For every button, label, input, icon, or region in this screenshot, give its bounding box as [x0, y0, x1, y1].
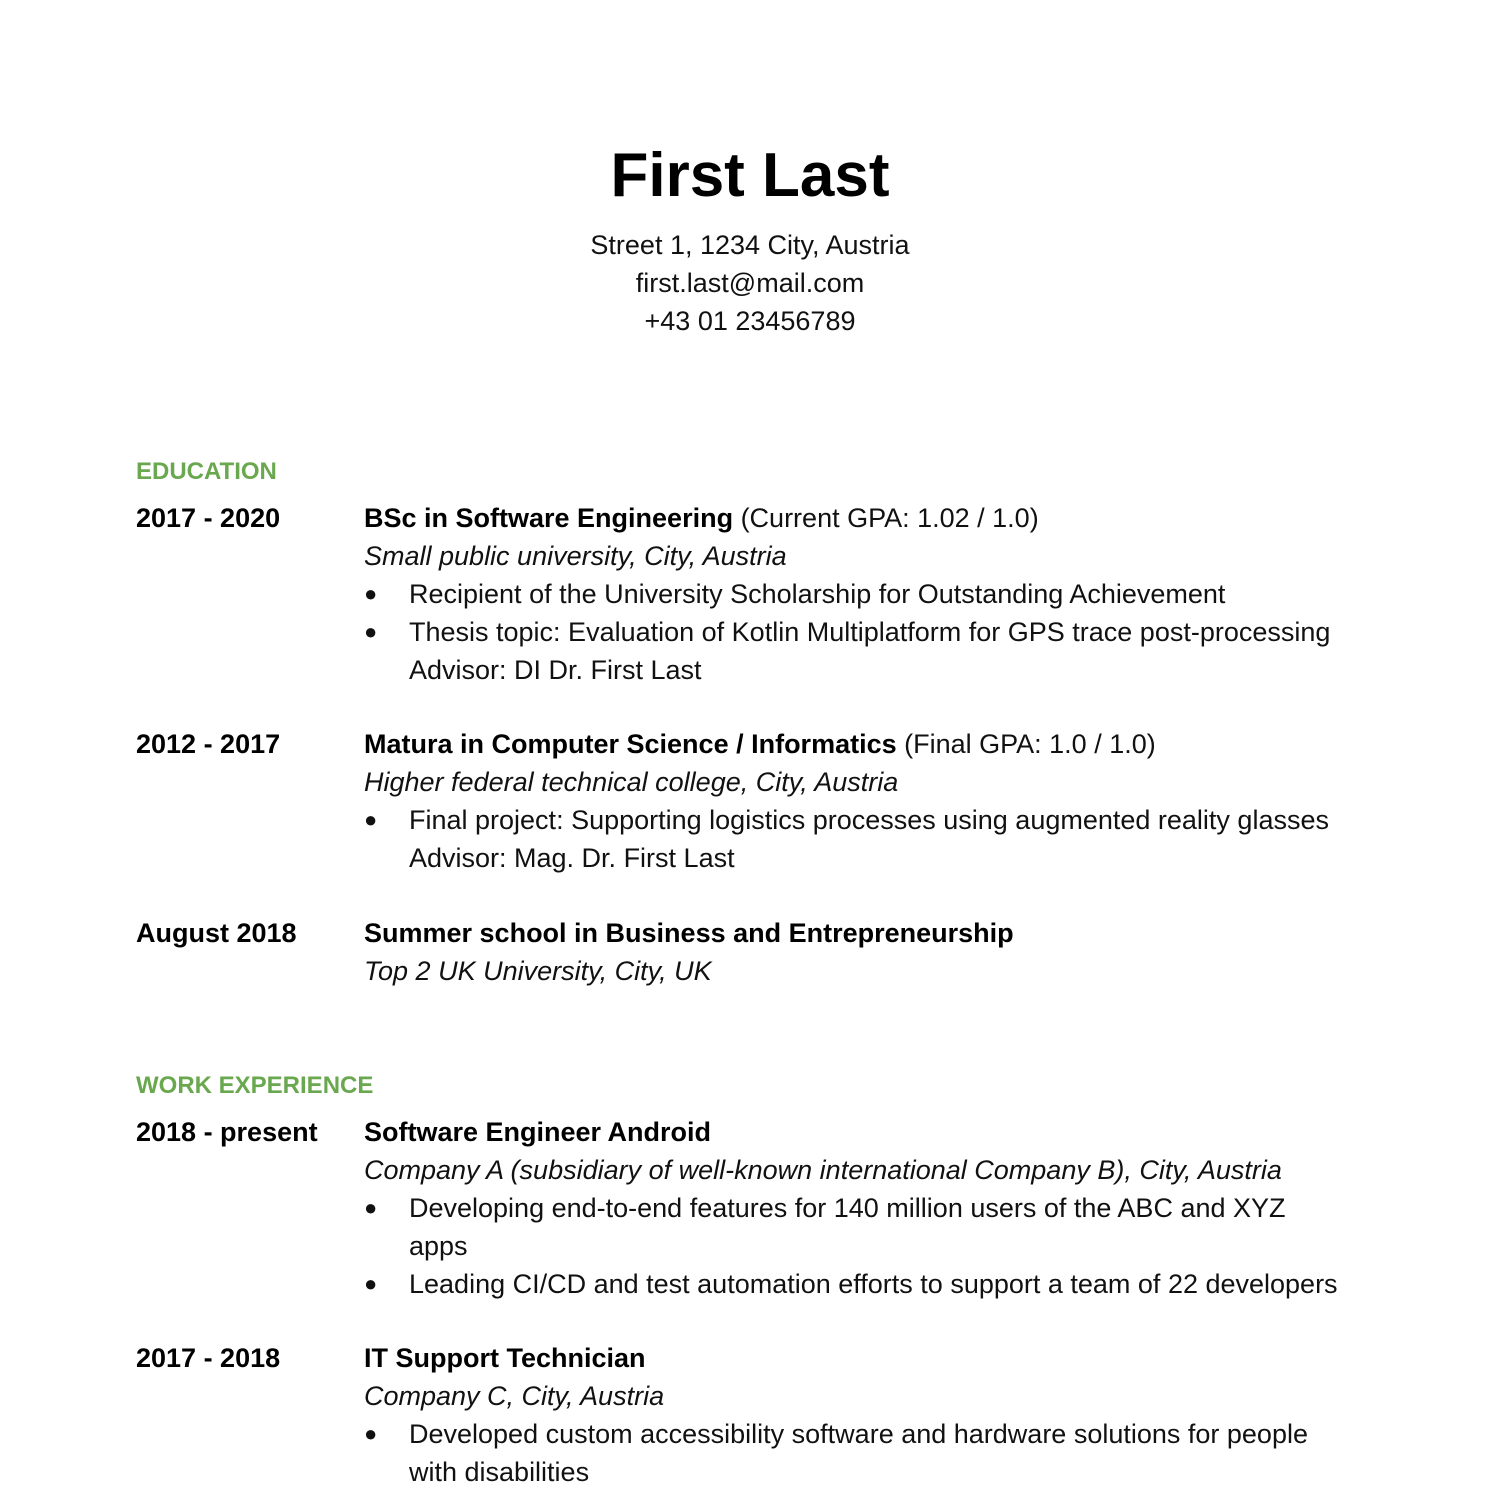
entry-body — [364, 1339, 1394, 1491]
bullet-text-continued: Advisor: Mag. Dr. First Last — [409, 843, 735, 873]
candidate-name: First Last — [610, 141, 890, 210]
bullet-item — [364, 1265, 1409, 1303]
bullet-icon: ● — [364, 1195, 378, 1220]
entry-title-line — [364, 1339, 1394, 1377]
entry-title-line — [364, 725, 1394, 763]
bullet-icon: ● — [364, 1271, 378, 1296]
bullet-text: Thesis topic: Evaluation of Kotlin Multiplatform for GPS trace post-processing — [409, 617, 1331, 647]
entry-title: IT Support Technician — [364, 1343, 646, 1373]
entry-date: 2018 - present — [136, 1117, 318, 1147]
work-experience-heading: WORK EXPERIENCE — [136, 1072, 374, 1099]
bullet-text-continued: apps — [409, 1231, 468, 1261]
entry-title-line — [364, 914, 1394, 952]
entry-bullets — [364, 575, 1394, 689]
address-line: Street 1, 1234 City, Austria — [590, 230, 910, 260]
entry-organization: Company C, City, Austria — [364, 1381, 665, 1411]
bullet-item — [364, 1189, 1409, 1265]
entry-organization: Top 2 UK University, City, UK — [364, 956, 712, 986]
entry-title-line — [364, 1113, 1394, 1151]
entry-date: 2017 - 2018 — [136, 1343, 281, 1373]
entry-body — [364, 499, 1394, 689]
entry-body — [364, 725, 1394, 877]
bullet-text: Leading CI/CD and test automation efforts to support a team of 22 developers — [409, 1269, 1338, 1299]
bullet-item — [364, 1415, 1409, 1491]
entry-date: 2012 - 2017 — [136, 729, 281, 759]
phone-line: +43 01 23456789 — [644, 306, 856, 336]
email-line: first.last@mail.com — [635, 268, 865, 298]
entry-body — [364, 914, 1394, 990]
bullet-item — [364, 801, 1409, 877]
entry-body — [364, 1113, 1394, 1303]
entry-title: Matura in Computer Science / Informatics — [364, 729, 897, 759]
entry-bullets — [364, 1189, 1394, 1303]
entry-title: BSc in Software Engineering — [364, 503, 734, 533]
entry-date: 2017 - 2020 — [136, 503, 281, 533]
entry-title-line — [364, 499, 1394, 537]
education-heading: EDUCATION — [136, 458, 277, 485]
entry-organization: Higher federal technical college, City, Austria — [364, 767, 899, 797]
entry-bullets — [364, 1415, 1394, 1491]
bullet-icon: ● — [364, 807, 378, 832]
entry-organization: Small public university, City, Austria — [364, 541, 787, 571]
bullet-text: Developed custom accessibility software and hardware solutions for people — [409, 1419, 1308, 1449]
bullet-icon: ● — [364, 619, 378, 644]
bullet-text-continued: with disabilities — [409, 1457, 590, 1487]
bullet-text-continued: Advisor: DI Dr. First Last — [409, 655, 702, 685]
bullet-item — [364, 575, 1409, 613]
bullet-icon: ● — [364, 581, 378, 606]
entry-bullets — [364, 801, 1394, 877]
entry-title-suffix: (Final GPA: 1.0 / 1.0) — [896, 729, 1156, 759]
entry-title: Software Engineer Android — [364, 1117, 712, 1147]
entry-title-suffix: (Current GPA: 1.02 / 1.0) — [733, 503, 1039, 533]
entry-title: Summer school in Business and Entrepreneurship — [364, 918, 1014, 948]
bullet-item — [364, 613, 1409, 689]
bullet-icon: ● — [364, 1421, 378, 1446]
bullet-text: Recipient of the University Scholarship for Outstanding Achievement — [409, 579, 1226, 609]
bullet-text: Final project: Supporting logistics processes using augmented reality glasses — [409, 805, 1329, 835]
contact-block — [0, 226, 1500, 340]
entry-date: August 2018 — [136, 918, 297, 948]
entry-organization: Company A (subsidiary of well-known international Company B), City, Austria — [364, 1155, 1282, 1185]
bullet-text: Developing end-to-end features for 140 million users of the ABC and XYZ — [409, 1193, 1286, 1223]
